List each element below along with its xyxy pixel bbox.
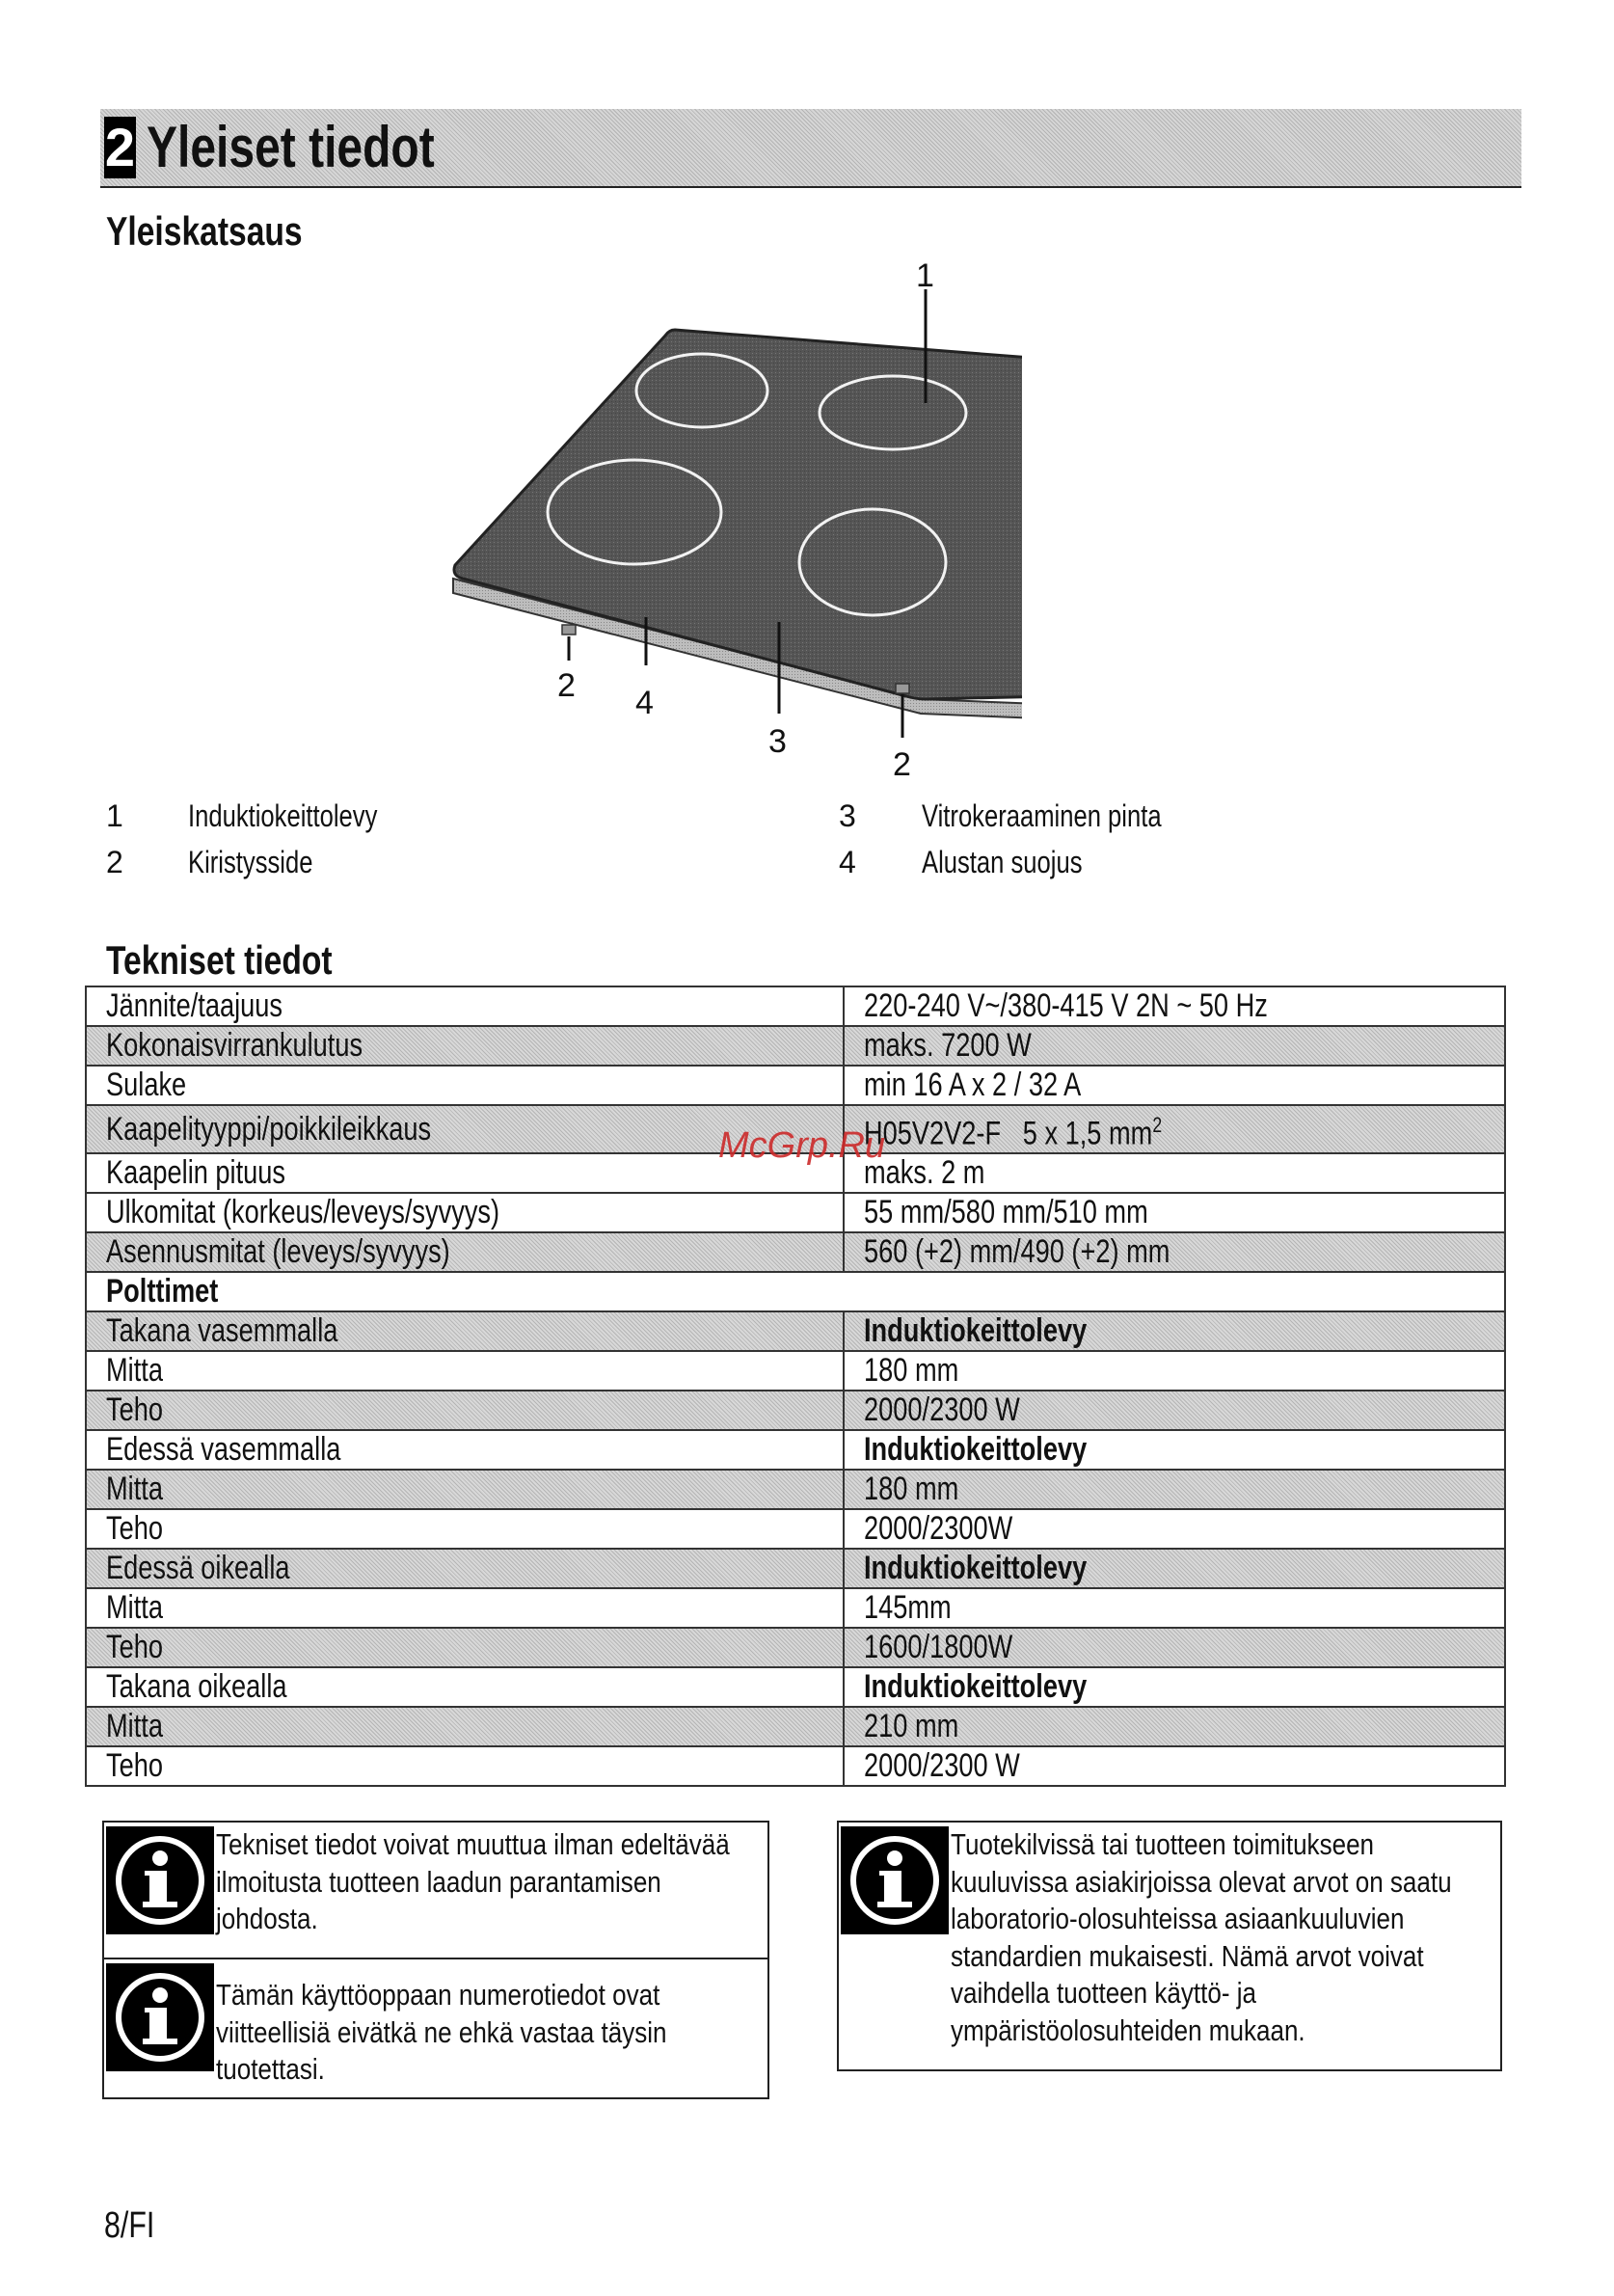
overview-heading: Yleiskatsaus (106, 208, 303, 254)
table-row: Edessä vasemmalla Induktiokeittolevy (86, 1430, 1505, 1470)
table-row: Mitta 210 mm (86, 1707, 1505, 1746)
specs-table (85, 986, 1506, 1787)
info-icon (106, 1963, 214, 2071)
callout-3: 3 (768, 723, 787, 760)
info-icon (841, 1826, 949, 1934)
callout-2-left: 2 (557, 667, 576, 704)
section-header (100, 109, 1521, 188)
page-number: 8/FI (104, 2205, 155, 2246)
table-row: Kaapelityyppi/poikkileikkaus H05V2V2-F 5 x 1,5 $mm^2$ (86, 1105, 1505, 1153)
info-note-left (102, 1821, 769, 2099)
table-row-burners-header: Polttimet (86, 1272, 1505, 1311)
info-note-right (837, 1821, 1502, 2071)
table-row: Mitta 180 mm (86, 1351, 1505, 1391)
clamp-left (562, 625, 576, 635)
callout-4: 4 (635, 685, 654, 721)
table-row: Jännite/taajuus 220-240 V~/380-415 V 2N ~ 50 Hz (86, 986, 1505, 1026)
note-divider (104, 1958, 767, 1959)
table-row: Mitta 145mm (86, 1588, 1505, 1628)
table-row: Sulake min 16 A x 2 / 32 A (86, 1066, 1505, 1105)
table-row: Ulkomitat (korkeus/leveys/syvyys) 55 mm/580 mm/510 mm (86, 1193, 1505, 1232)
note-text: Tekniset tiedot voivat muuttua ilman edeltävää ilmoitusta tuotteen laadun parantamisen johdosta. (216, 1827, 730, 1935)
table-row: Takana oikealla Induktiokeittolevy (86, 1667, 1505, 1707)
table-row: Teho 2000/2300 W (86, 1391, 1505, 1430)
callout-1: 1 (916, 260, 934, 294)
watermark: McGrp.Ru (718, 1125, 886, 1166)
table-row: Kaapelin pituus maks. 2 m (86, 1153, 1505, 1193)
note-text: Tämän käyttöoppaan numerotiedot ovat viitteellisiä eivätkä ne ehkä vastaa täysin tuotettasi. (216, 1978, 667, 2086)
table-row: Teho 2000/2300 W (86, 1746, 1505, 1786)
specs-heading: Tekniset tiedot (106, 937, 333, 983)
clamp-right (896, 684, 909, 693)
table-row: Kokonaisvirrankulutus maks. 7200 W (86, 1026, 1505, 1066)
info-icon (106, 1826, 214, 1934)
hob-illustration (424, 260, 1022, 800)
hob-glass-surface (454, 330, 1022, 699)
section-title: Yleiset tiedot (147, 115, 435, 179)
table-row: Teho 1600/1800W (86, 1628, 1505, 1667)
section-number: 2 (104, 117, 136, 177)
note-text: Tuotekilvissä tai tuotteen toimitukseen kuuluvissa asiakirjoissa olevat arvot on saatu laboratorio-olosuhteissa asiaankuuluvien standardien mukaisesti. Nämä arvot voivat vaihdella tuotteen käyttö- ja ympäristöolosuhteiden mukaan. (951, 1827, 1452, 2047)
table-row: Asennusmitat (leveys/syvyys) 560 (+2) mm/490 (+2) mm (86, 1232, 1505, 1272)
table-row: Takana vasemmalla Induktiokeittolevy (86, 1311, 1505, 1351)
table-row: Edessä oikealla Induktiokeittolevy (86, 1549, 1505, 1588)
table-row: Mitta 180 mm (86, 1470, 1505, 1509)
table-row: Teho 2000/2300W (86, 1509, 1505, 1549)
callout-2-right: 2 (893, 746, 911, 783)
